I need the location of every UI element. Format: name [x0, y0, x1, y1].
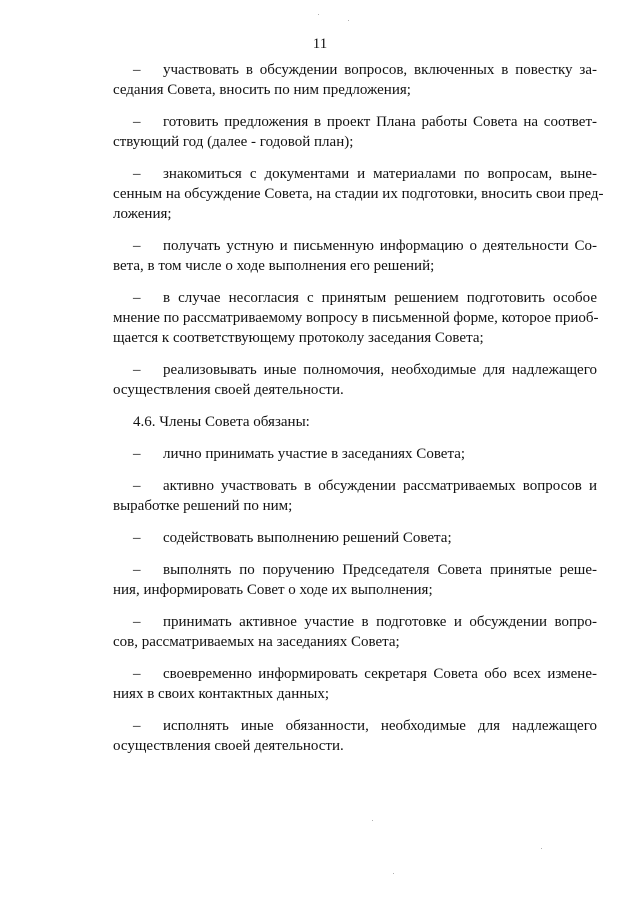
line-text: седания Совета, вносить по ним предложения;: [113, 82, 411, 98]
scan-speck: [541, 848, 542, 849]
line-text: своевременно информировать секретаря Совета обо всех измене-: [163, 666, 597, 682]
text-line: [113, 632, 597, 652]
text-line: [113, 496, 597, 516]
text-line: [113, 236, 597, 256]
line-text: ствующий год (далее - годовой план);: [113, 134, 354, 150]
scan-speck: [348, 20, 349, 21]
list-dash: –: [133, 666, 141, 682]
text-line: [113, 184, 604, 204]
line-text: 4.6. Члены Совета обязаны:: [133, 414, 310, 430]
text-line: [113, 716, 597, 736]
scan-speck: [372, 820, 373, 821]
list-item: [113, 60, 597, 100]
text-line: [113, 112, 597, 132]
text-line: [113, 328, 597, 348]
list-item: [113, 476, 597, 516]
list-dash: –: [133, 114, 141, 130]
line-text: мнение по рассматриваемому вопросу в письменной форме, которое приоб-: [113, 310, 599, 326]
line-text: осуществления своей деятельности.: [113, 738, 344, 754]
list-dash: –: [133, 362, 141, 378]
scan-speck: [393, 873, 394, 874]
text-line: [113, 580, 597, 600]
line-text: принимать активное участие в подготовке и обсуждении вопро-: [163, 614, 597, 630]
text-line: [113, 444, 597, 464]
list-item: [113, 528, 597, 548]
line-text: получать устную и письменную информацию о деятельности Со-: [163, 238, 597, 254]
line-text: участвовать в обсуждении вопросов, включенных в повестку за-: [163, 62, 597, 78]
list-item: [113, 288, 597, 348]
line-text: выполнять по поручению Председателя Совета принятые реше-: [163, 562, 597, 578]
section-heading: [113, 412, 597, 432]
line-text: исполнять иные обязанности, необходимые для надлежащего: [163, 718, 597, 734]
page-number: 11: [312, 36, 328, 52]
list-item: [113, 612, 597, 652]
line-text: сенным на обсуждение Совета, на стадии их подготовки, вносить свои пред-: [113, 186, 604, 202]
list-dash: –: [133, 478, 141, 494]
line-text: активно участвовать в обсуждении рассматриваемых вопросов и: [163, 478, 597, 494]
line-text: сов, рассматриваемых на заседаниях Совета;: [113, 634, 400, 650]
line-text: осуществления своей деятельности.: [113, 382, 344, 398]
line-text: выработке решений по ним;: [113, 498, 293, 514]
text-line: [113, 528, 597, 548]
text-line: [113, 288, 597, 308]
scan-speck: [318, 14, 319, 15]
text-line: [113, 308, 597, 328]
list-dash: –: [133, 290, 141, 306]
list-dash: –: [133, 166, 141, 182]
text-line: [113, 132, 597, 152]
list-item: [113, 164, 604, 224]
line-text: реализовывать иные полномочия, необходимые для надлежащего: [163, 362, 597, 378]
line-text: знакомиться с документами и материалами по вопросам, выне-: [163, 166, 597, 182]
text-line: [113, 612, 597, 632]
text-line: [113, 476, 597, 496]
line-text: ниях в своих контактных данных;: [113, 686, 329, 702]
list-dash: –: [133, 530, 141, 546]
line-text: вета, в том числе о ходе выполнения его решений;: [113, 258, 435, 274]
list-dash: –: [133, 614, 141, 630]
list-dash: –: [133, 562, 141, 578]
line-text: в случае несогласия с принятым решением подготовить особое: [163, 290, 597, 306]
text-line: [113, 380, 597, 400]
text-line: [113, 256, 597, 276]
line-text: лично принимать участие в заседаниях Совета;: [163, 446, 466, 462]
document-body: [113, 60, 604, 768]
list-item: [113, 560, 597, 600]
text-line: [113, 80, 597, 100]
list-item: [113, 112, 597, 152]
line-text: содействовать выполнению решений Совета;: [163, 530, 452, 546]
line-text: ния, информировать Совет о ходе их выполнения;: [113, 582, 433, 598]
list-item: [113, 360, 597, 400]
list-dash: –: [133, 718, 141, 734]
list-item: [113, 444, 597, 464]
text-line: [113, 684, 597, 704]
list-item: [113, 716, 597, 756]
list-dash: –: [133, 238, 141, 254]
list-dash: –: [133, 62, 141, 78]
line-text: готовить предложения в проект Плана работы Совета на соответ-: [163, 114, 597, 130]
text-line: [113, 412, 597, 432]
line-text: щается к соответствующему протоколу заседания Совета;: [113, 330, 484, 346]
text-line: [113, 60, 597, 80]
text-line: [113, 736, 597, 756]
list-item: [113, 664, 597, 704]
text-line: [113, 164, 597, 184]
text-line: [113, 360, 597, 380]
text-line: [113, 204, 597, 224]
list-item: [113, 236, 597, 276]
text-line: [113, 560, 597, 580]
line-text: ложения;: [113, 206, 172, 222]
text-line: [113, 664, 597, 684]
list-dash: –: [133, 446, 141, 462]
